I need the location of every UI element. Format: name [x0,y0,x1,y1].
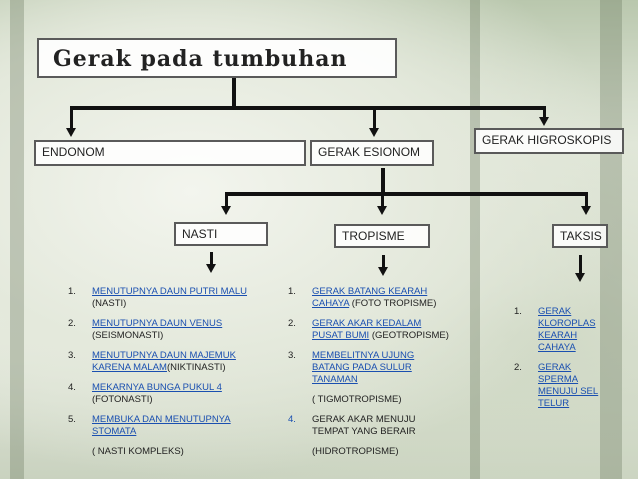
connector [579,255,582,275]
diagram-title: Gerak pada tumbuhan [37,38,397,78]
endonom-node: ENDONOM [34,140,306,166]
list-item: 1. GERAK KLOROPLAS KEARAH CAHAYA [514,306,636,354]
list-item: 5. MEMBUKA DAN MENUTUPNYA STOMATA ( NASTI KOMPLEKS) [68,414,231,457]
tropisme-list [288,286,454,466]
arrow [377,206,387,215]
list-item: 3. MENUTUPNYA DAUN MAJEMUK KARENA MALAM(NIKTINASTI) [68,350,236,373]
arrow [206,264,216,273]
esionom-node: GERAK ESIONOM [310,140,434,166]
example-link[interactable]: GERAK SPERMA MENUJU SEL TELUR [538,362,599,409]
tropisme-node: TROPISME [334,224,430,248]
list-item: 2. GERAK SPERMA MENUJU SEL TELUR [514,362,636,410]
list-item: 2. MENUTUPNYA DAUN VENUS (SEISMONASTI) [68,318,223,341]
example-link[interactable]: MENUTUPNYA DAUN VENUS [92,318,223,329]
arrow [575,273,585,282]
connector [381,168,385,194]
background-tree [10,0,24,479]
connector [232,78,236,108]
example-link[interactable]: GERAK KLOROPLAS KEARAH CAHAYA [538,306,596,353]
connector [70,106,546,110]
taksis-list [514,306,636,418]
connector [585,192,588,206]
example-link[interactable]: MEMBELITNYA UJUNG BATANG PADA SULUR TANAMAN [312,350,415,385]
taksis-node: TAKSIS [552,224,608,248]
connector [225,192,588,196]
list-item: 1. GERAK BATANG KEARAH CAHAYA (FOTO TROPISME) [288,286,437,309]
example-link[interactable]: MENUTUPNYA DAUN PUTRI MALU [92,286,248,297]
connector [225,192,228,206]
connector [381,192,384,206]
example-link[interactable]: GERAK AKAR KEDALAM PUSAT BUMI [312,318,422,341]
example-link[interactable]: GERAK BATANG KEARAH CAHAYA [312,286,428,309]
connector [70,106,73,128]
nasti-node: NASTI [174,222,268,246]
list-item: 2. GERAK AKAR KEDALAM PUSAT BUMI (GEOTROPISME) [288,318,449,341]
example-link[interactable]: MEMBUKA DAN MENUTUPNYA STOMATA [92,414,231,437]
arrow [369,128,379,137]
arrow [539,117,549,126]
list-item: 4. GERAK AKAR MENUJU TEMPAT YANG BERAIR (HIDROTROPISME) [288,414,416,457]
arrow [66,128,76,137]
background-tree [470,0,480,479]
arrow [581,206,591,215]
connector [373,106,376,128]
list-item: 1. MENUTUPNYA DAUN PUTRI MALU (NASTI) [68,286,248,309]
list-item: 4. MEKARNYA BUNGA PUKUL 4 (FOTONASTI) [68,382,222,405]
arrow [221,206,231,215]
example-link[interactable]: MENUTUPNYA DAUN MAJEMUK KARENA MALAM [92,350,236,373]
list-item: 3. MEMBELITNYA UJUNG BATANG PADA SULUR TANAMAN ( TIGMOTROPISME) [288,350,415,405]
higroskopis-node: GERAK HIGROSKOPIS [474,128,624,154]
example-link[interactable]: MEKARNYA BUNGA PUKUL 4 [92,382,222,393]
arrow [378,267,388,276]
nasti-list [68,286,268,466]
